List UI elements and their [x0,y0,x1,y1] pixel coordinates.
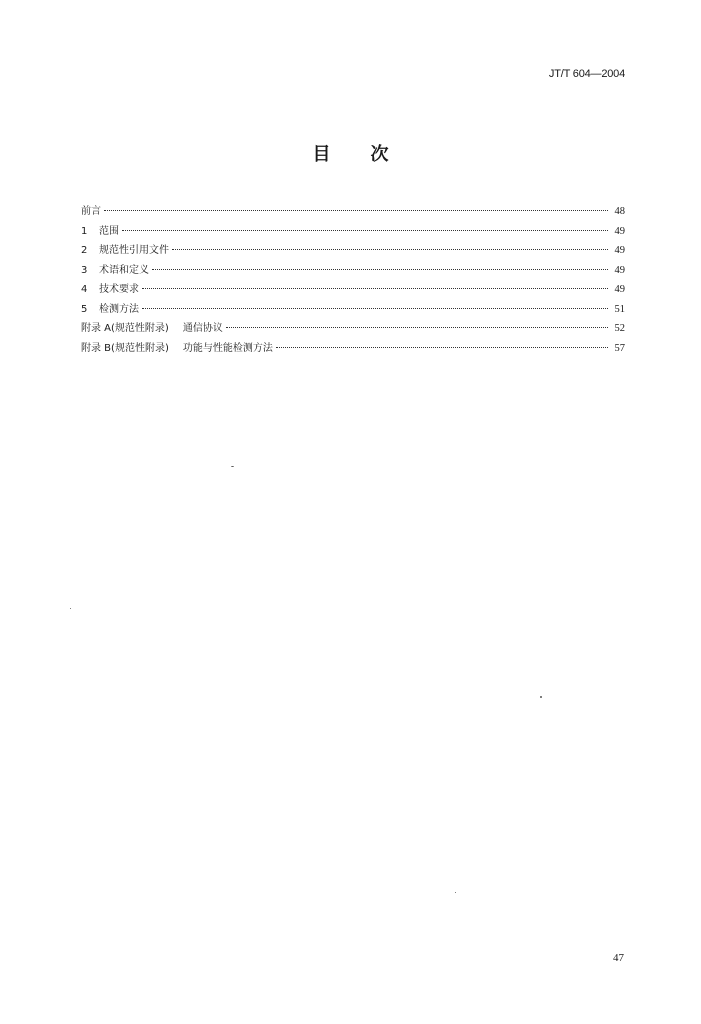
scan-speck [455,892,456,893]
toc-entry-subtitle: 功能与性能检测方法 [182,342,273,354]
scan-speck [231,466,234,467]
toc-heading [0,140,701,166]
toc-entry-title: 前言 [81,206,101,217]
toc-entry-label [81,319,223,339]
toc-entry-label [81,261,149,281]
toc-entry-normative-references[interactable] [81,241,625,261]
toc-leader-dots [172,249,608,250]
toc-entry-scope[interactable] [81,222,625,242]
toc-leader-dots [276,347,608,348]
toc-leader-dots [152,269,608,270]
toc-entry-test-methods[interactable] [81,300,625,320]
table-of-contents [81,202,625,358]
toc-entry-page: 49 [614,264,625,276]
toc-entry-title: 检测方法 [99,303,139,315]
scan-speck [540,696,542,698]
toc-entry-label [81,222,119,242]
toc-entry-label [81,241,169,261]
toc-entry-label [81,300,139,320]
toc-entry-number: 3 [81,264,88,276]
toc-entry-title: 术语和定义 [99,264,149,276]
toc-heading-char-1: 目 [312,144,331,165]
toc-leader-dots [226,327,608,328]
toc-entry-title: 技术要求 [99,284,139,295]
toc-entry-title: 附录 B(规范性附录) [81,342,169,354]
toc-entry-number: 5 [81,303,88,315]
toc-leader-dots [142,288,608,289]
toc-entry-appendix-a[interactable] [81,319,625,339]
toc-leader-dots [142,308,608,309]
toc-entry-page: 57 [614,342,625,354]
toc-entry-page: 49 [614,225,625,237]
toc-entry-technical-requirements[interactable] [81,280,625,300]
toc-leader-dots [122,230,608,231]
standard-code: JT/T 604—2004 [548,68,625,80]
toc-entry-page: 49 [614,245,625,256]
toc-entry-page: 51 [614,303,625,315]
toc-entry-label [81,339,273,359]
scan-speck [70,608,71,609]
toc-leader-dots [104,210,608,211]
toc-entry-subtitle: 通信协议 [182,323,223,334]
toc-entry-title: 规范性引用文件 [99,245,169,256]
toc-entry-appendix-b[interactable] [81,339,625,359]
toc-entry-number: 1 [81,225,88,237]
toc-entry-label [81,202,101,222]
toc-entry-page: 49 [614,284,625,295]
toc-entry-title: 附录 A(规范性附录) [81,323,169,334]
toc-entry-foreword[interactable] [81,202,625,222]
toc-entry-number: 2 [81,245,88,256]
toc-entry-title: 范围 [99,225,119,237]
toc-heading-char-2: 次 [370,144,389,165]
toc-entry-page: 48 [614,206,625,217]
page-number: 47 [613,952,624,964]
toc-entry-terms-definitions[interactable] [81,261,625,281]
toc-entry-page: 52 [614,323,625,334]
toc-entry-label [81,280,139,300]
toc-entry-number: 4 [81,284,88,295]
